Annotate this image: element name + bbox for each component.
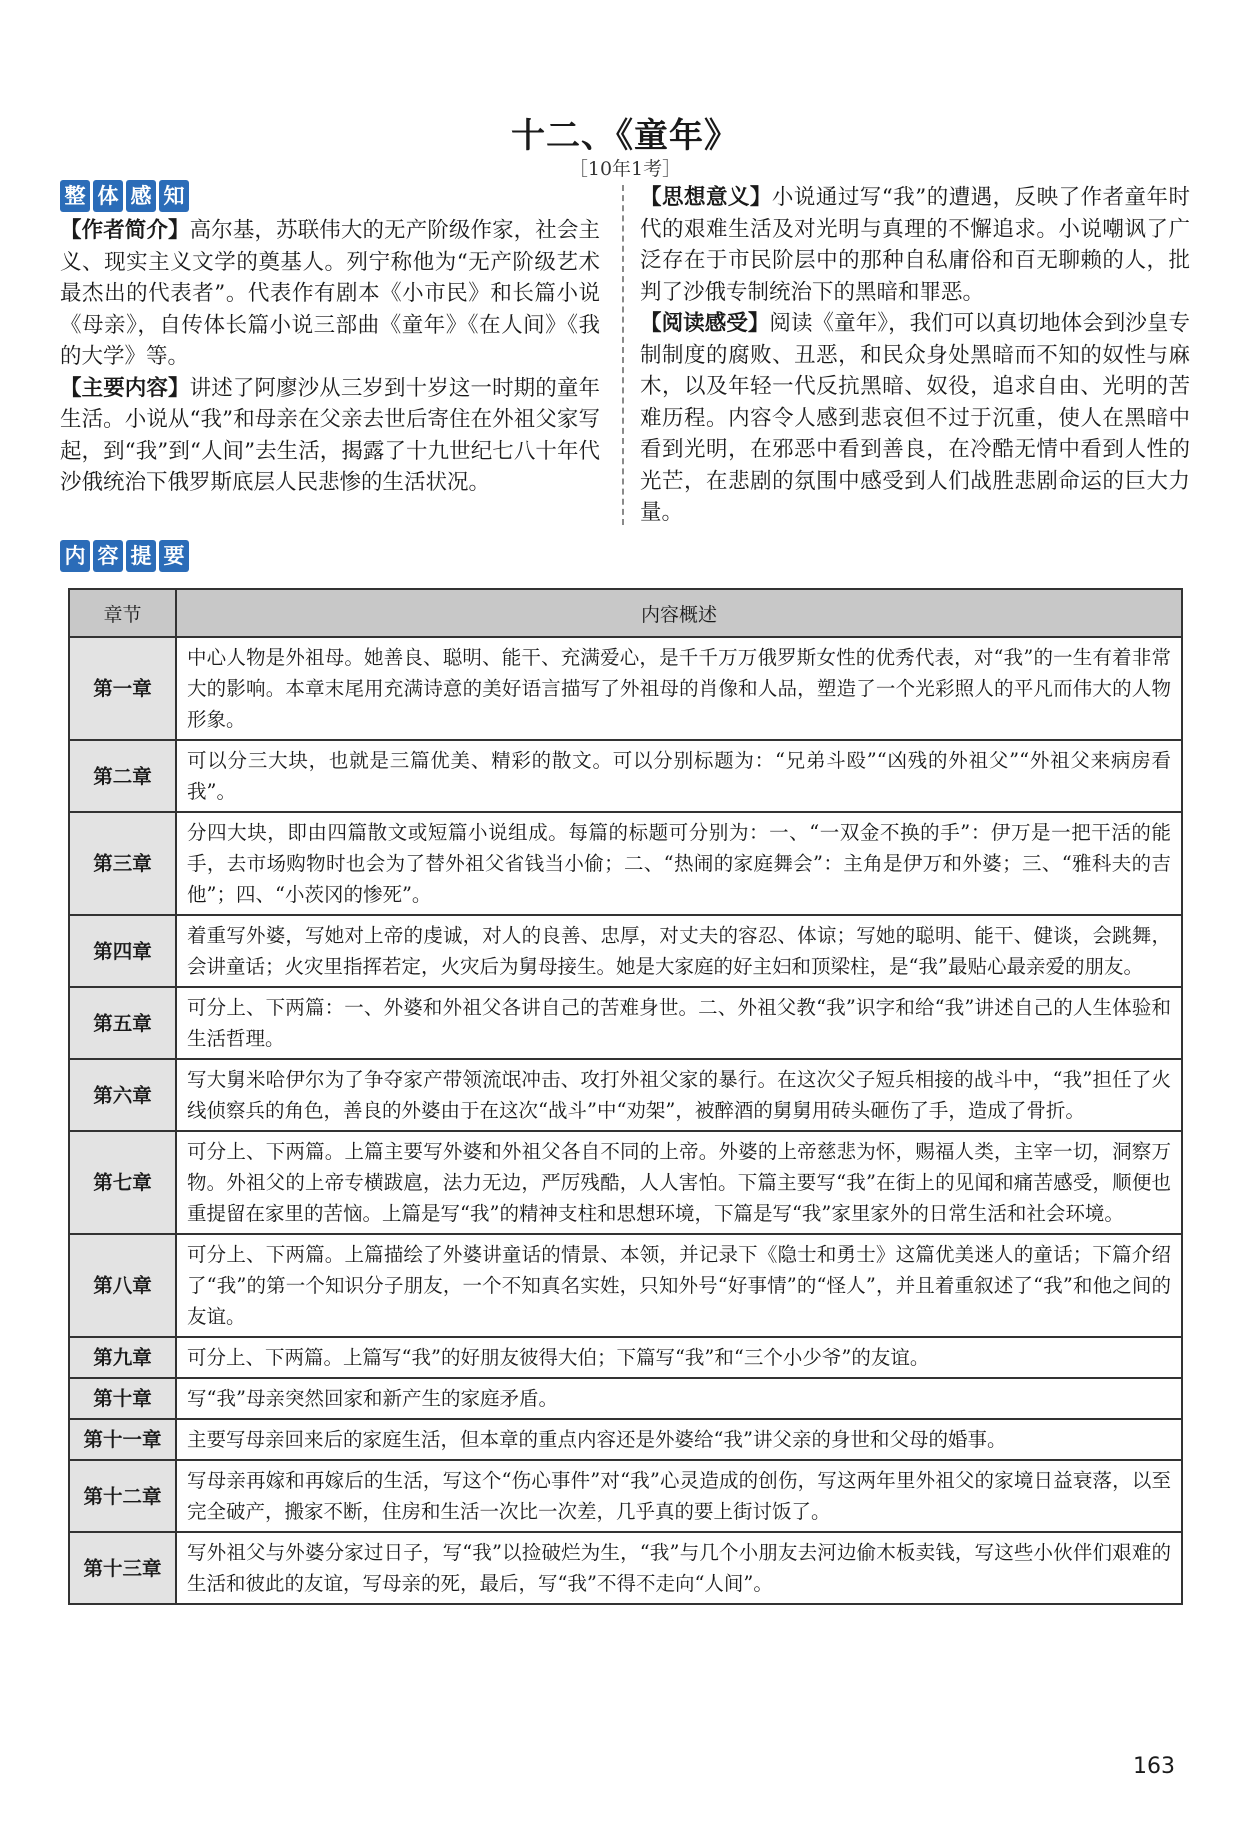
content-cell: 可分上、下两篇。上篇描绘了外婆讲童话的情景、本领，并记录下《隐士和勇士》这篇优美迷人的童话；下篇介绍了“我”的第一个知识分子朋友，一个不知真名实姓，只知外号“好事情”的“怪人”，并且着重叙述了“我”和他之间的友谊。 [176, 1234, 1182, 1337]
badge-char: 容 [93, 540, 123, 572]
chapter-cell: 第十三章 [69, 1532, 176, 1604]
chapter-cell: 第三章 [69, 812, 176, 915]
content-cell: 着重写外婆，写她对上帝的虔诚，对人的良善、忠厚，对丈夫的容忍、体谅；写她的聪明、能干、健谈，会跳舞，会讲童话；火灾里指挥若定，火灾后为舅母接生。她是大家庭的好主妇和顶梁柱，是“我”最贴心最亲爱的朋友。 [176, 915, 1182, 987]
content-cell: 可分上、下两篇。上篇主要写外婆和外祖父各自不同的上帝。外婆的上帝慈悲为怀，赐福人类，主宰一切，洞察万物。外祖父的上帝专横跋扈，法力无边，严厉残酷，人人害怕。下篇主要写“我”在街上的见闻和痛苦感受，顺便也重提留在家里的苦恼。上篇是写“我”的精神支柱和思想环境，下篇是写“我”家里家外的日常生活和社会环境。 [176, 1131, 1182, 1234]
overview-left-column [60, 215, 600, 499]
table-row [69, 915, 1182, 987]
section-text: 阅读《童年》，我们可以真切地体会到沙皇专制制度的腐败、丑恶，和民众身处黑暗而不知的奴性与麻木，以及年轻一代反抗黑暗、奴役，追求自由、光明的苦难历程。内容令人感到悲哀但不过于沉重，使人在黑暗中看到光明，在邪恶中看到善良，在冷酷无情中看到人性的光芒，在悲剧的氛围中感受到人们战胜悲剧命运的巨大力量。 [640, 311, 1190, 525]
content-cell: 写“我”母亲突然回家和新产生的家庭矛盾。 [176, 1378, 1182, 1419]
chapter-cell: 第十章 [69, 1378, 176, 1419]
section-text: 小说通过写“我”的遭遇，反映了作者童年时代的艰难生活及对光明与真理的不懈追求。小说嘲讽了广泛存在于市民阶层中的那种自私庸俗和百无聊赖的人，批判了沙俄专制统治下的黑暗和罪恶。 [640, 185, 1190, 305]
badge-char: 提 [126, 540, 156, 572]
thematic-meaning [640, 182, 1190, 308]
overview-badge [60, 180, 189, 212]
chapter-cell: 第六章 [69, 1059, 176, 1131]
author-intro [60, 215, 600, 373]
chapter-cell: 第八章 [69, 1234, 176, 1337]
table-row [69, 740, 1182, 812]
chapter-cell: 第二章 [69, 740, 176, 812]
chapter-summary-table [68, 588, 1183, 1605]
main-content [60, 373, 600, 499]
chapter-cell: 第十二章 [69, 1460, 176, 1532]
section-label: 【主要内容】 [60, 375, 190, 401]
content-cell: 写外祖父与外婆分家过日子，写“我”以捡破烂为生，“我”与几个小朋友去河边偷木板卖钱，写这些小伙伴们艰难的生活和彼此的友谊，写母亲的死，最后，写“我”不得不走向“人间”。 [176, 1532, 1182, 1604]
overview-right-column [640, 182, 1190, 529]
chapter-cell: 第一章 [69, 637, 176, 740]
table-row [69, 1419, 1182, 1460]
section-label: 【作者简介】 [60, 218, 190, 243]
section-label: 【思想意义】 [640, 185, 772, 210]
table-row [69, 1532, 1182, 1604]
column-divider [622, 185, 624, 525]
summary-badge [60, 540, 189, 572]
badge-char: 感 [126, 180, 156, 212]
table-row [69, 637, 1182, 740]
section-text: 讲述了阿廖沙从三岁到十岁这一时期的童年生活。小说从“我”和母亲在父亲去世后寄住在外祖父家写起，到“我”到“人间”去生活，揭露了十九世纪七八十年代沙俄统治下俄罗斯底层人民悲惨的生活状况。 [60, 375, 600, 495]
badge-char: 整 [60, 180, 90, 212]
badge-char: 知 [159, 180, 189, 212]
chapter-cell: 第九章 [69, 1337, 176, 1378]
table-header-row [69, 589, 1182, 637]
table-row [69, 1378, 1182, 1419]
table-row [69, 1337, 1182, 1378]
badge-char: 要 [159, 540, 189, 572]
content-cell: 中心人物是外祖母。她善良、聪明、能干、充满爱心，是千千万万俄罗斯女性的优秀代表，对“我”的一生有着非常大的影响。本章末尾用充满诗意的美好语言描写了外祖母的肖像和人品，塑造了一个光彩照人的平凡而伟大的人物形象。 [176, 637, 1182, 740]
content-cell: 写大舅米哈伊尔为了争夺家产带领流氓冲击、攻打外祖父家的暴行。在这次父子短兵相接的战斗中，“我”担任了火线侦察兵的角色，善良的外婆由于在这次“战斗”中“劝架”，被醉酒的舅舅用砖头砸伤了手，造成了骨折。 [176, 1059, 1182, 1131]
table-row [69, 1460, 1182, 1532]
chapter-cell: 第七章 [69, 1131, 176, 1234]
badge-char: 体 [93, 180, 123, 212]
exam-frequency: ［10年1考］ [568, 158, 682, 180]
chapter-cell: 第十一章 [69, 1419, 176, 1460]
table-row [69, 1131, 1182, 1234]
content-cell: 写母亲再嫁和再嫁后的生活，写这个“伤心事件”对“我”心灵造成的创伤，写这两年里外祖父的家境日益衰落，以至完全破产，搬家不断，住房和生活一次比一次差，几乎真的要上街讨饭了。 [176, 1460, 1182, 1532]
page-number: 163 [1133, 1754, 1175, 1779]
table-row [69, 987, 1182, 1059]
reading-impression [640, 308, 1190, 529]
table-row [69, 812, 1182, 915]
chapter-cell: 第四章 [69, 915, 176, 987]
chapter-cell: 第五章 [69, 987, 176, 1059]
content-cell: 可分上、下两篇：一、外婆和外祖父各讲自己的苦难身世。二、外祖父教“我”识字和给“我”讲述自己的人生体验和生活哲理。 [176, 987, 1182, 1059]
section-text: 高尔基，苏联伟大的无产阶级作家，社会主义、现实主义文学的奠基人。列宁称他为“无产阶级艺术最杰出的代表者”。代表作有剧本《小市民》和长篇小说《母亲》，自传体长篇小说三部曲《童年》《在人间》《我的大学》等。 [60, 218, 600, 369]
page-title: 十二、《童年》 [511, 116, 739, 156]
table-row [69, 1234, 1182, 1337]
table-row [69, 1059, 1182, 1131]
section-label: 【阅读感受】 [640, 311, 770, 336]
content-cell: 可以分三大块，也就是三篇优美、精彩的散文。可以分别标题为：“兄弟斗殴”“凶残的外祖父”“外祖父来病房看我”。 [176, 740, 1182, 812]
content-cell: 可分上、下两篇。上篇写“我”的好朋友彼得大伯；下篇写“我”和“三个小少爷”的友谊。 [176, 1337, 1182, 1378]
header-content: 内容概述 [176, 589, 1182, 637]
content-cell: 主要写母亲回来后的家庭生活，但本章的重点内容还是外婆给“我”讲父亲的身世和父母的婚事。 [176, 1419, 1182, 1460]
badge-char: 内 [60, 540, 90, 572]
content-cell: 分四大块，即由四篇散文或短篇小说组成。每篇的标题可分别为：一、“一双金不换的手”：伊万是一把干活的能手，去市场购物时也会为了替外祖父省钱当小偷；二、“热闹的家庭舞会”：主角是伊万和外婆；三、“雅科夫的吉他”；四、“小茨冈的惨死”。 [176, 812, 1182, 915]
header-chapter: 章节 [69, 589, 176, 637]
